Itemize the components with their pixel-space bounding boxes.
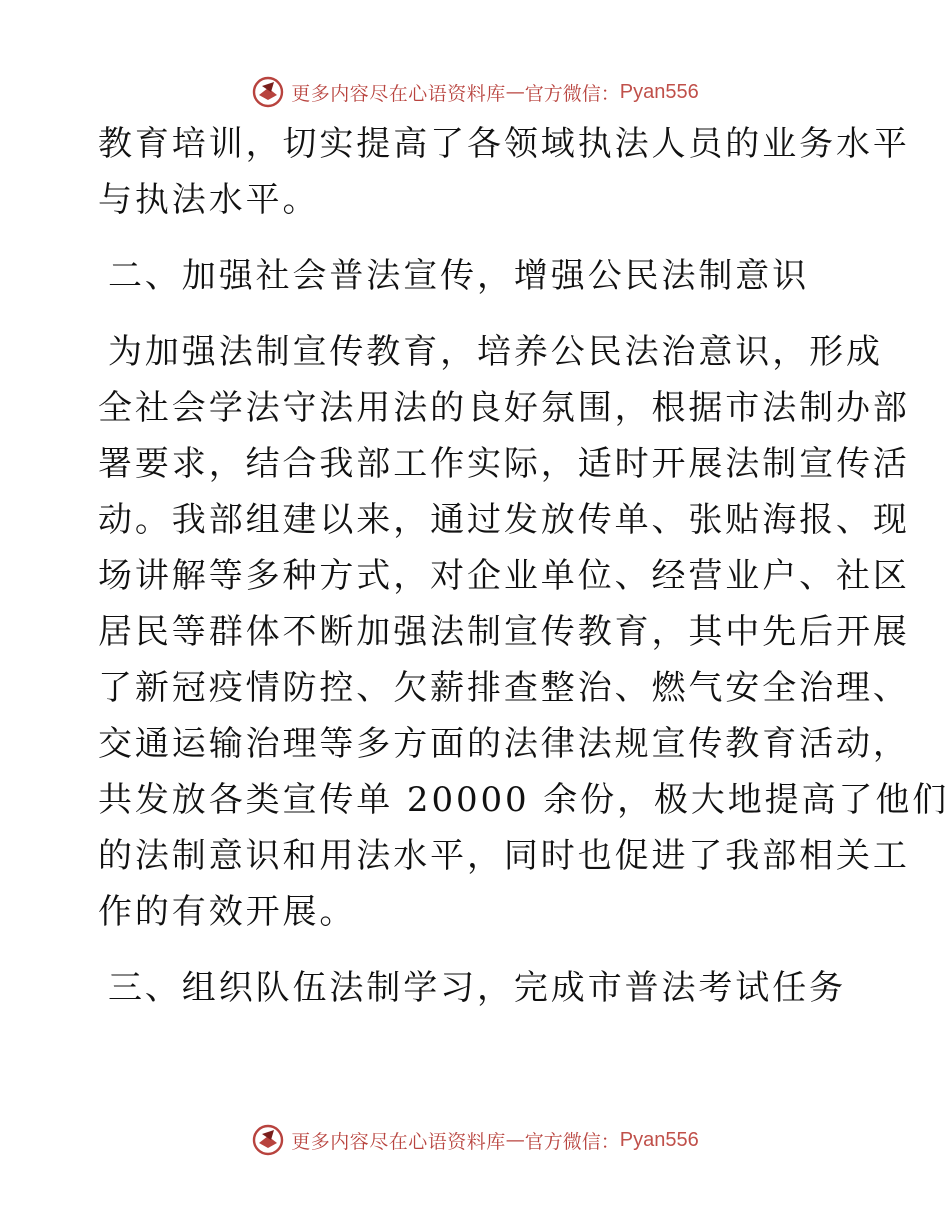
watermark-brand-text: 更多内容尽在心语资料库 (291, 1130, 506, 1153)
watermark-separator: — (505, 1129, 525, 1151)
watermark-wechat-id: Pyan556 (619, 80, 699, 103)
watermark-brand-text: 更多内容尽在心语资料库 (291, 82, 506, 105)
document-body (98, 116, 950, 1016)
paragraph-line: 居民等群体不断加强法制宣传教育，其中先后开展 (98, 612, 910, 652)
header-watermark (0, 72, 950, 112)
footer-watermark (0, 1120, 950, 1160)
book-logo-icon (251, 1123, 285, 1157)
paragraph-line: 交通运输治理等多方面的法律法规宣传教育活动， (98, 724, 910, 764)
watermark-wechat-id: Pyan556 (619, 1128, 699, 1151)
section-heading-2: 二、加强社会普法宣传，增强公民法制意识 (108, 256, 810, 296)
watermark-official-label: 官方微信： (524, 1130, 620, 1153)
paragraph-line: 与执法水平。 (98, 180, 320, 220)
paragraph-line: 为加强法制宣传教育，培养公民法治意识，形成 (108, 332, 883, 372)
section-heading-3: 三、组织队伍法制学习，完成市普法考试任务 (108, 968, 846, 1008)
paragraph-line: 了新冠疫情防控、欠薪排查整治、燃气安全治理、 (98, 668, 910, 708)
paragraph-line: 动。我部组建以来，通过发放传单、张贴海报、现 (98, 500, 910, 540)
paragraph-line: 教育培训，切实提高了各领域执法人员的业务水平 (98, 124, 910, 164)
paragraph-line: 的法制意识和用法水平，同时也促进了我部相关工 (98, 836, 910, 876)
watermark-official-label: 官方微信： (524, 82, 620, 105)
paragraph-line: 作的有效开展。 (98, 892, 357, 932)
paragraph-line: 场讲解等多种方式，对企业单位、经营业户、社区 (98, 556, 910, 596)
watermark-separator: — (505, 81, 525, 103)
paragraph-line: 署要求，结合我部工作实际，适时开展法制宣传活 (98, 444, 910, 484)
book-logo-icon (251, 75, 285, 109)
paragraph-line: 全社会学法守法用法的良好氛围，根据市法制办部 (98, 388, 910, 428)
paragraph-line: 共发放各类宣传单 20000 余份，极大地提高了他们 (98, 780, 950, 820)
